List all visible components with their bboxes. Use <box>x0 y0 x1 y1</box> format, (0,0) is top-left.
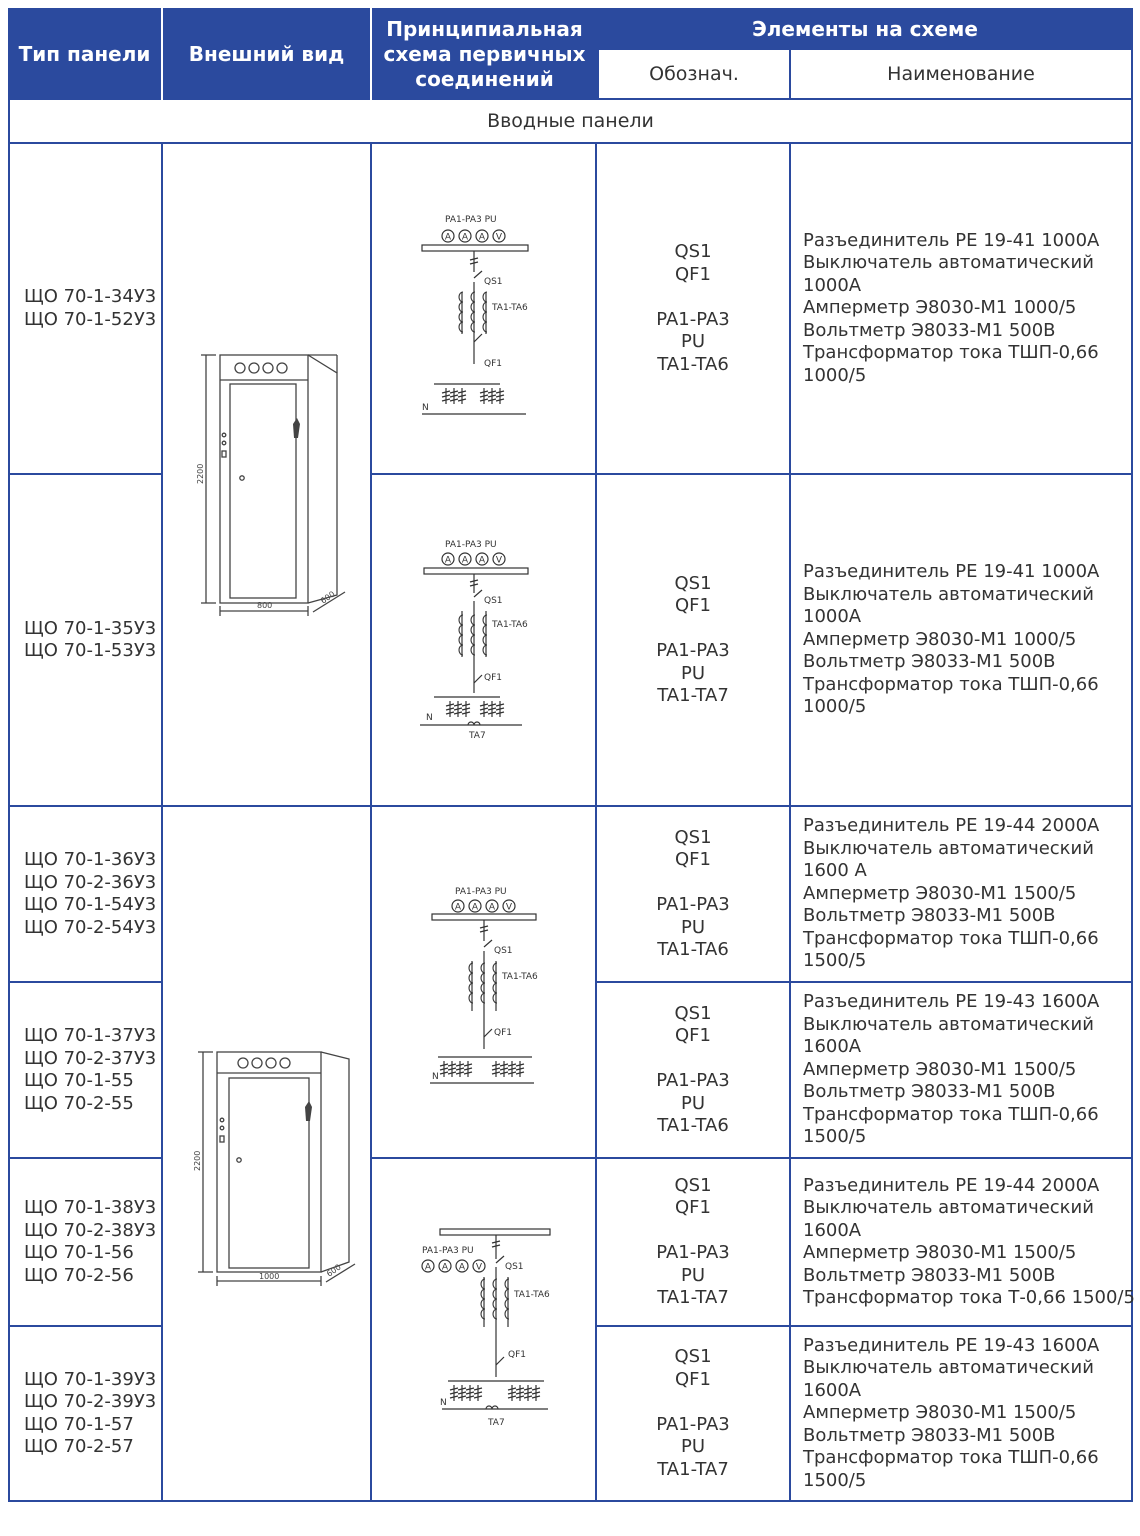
name-cell-4: Разъединитель РЕ 19-43 1600А Выключатель автоматический 1600А Амперметр Э8030-М1 1500/5 Вольтметр Э8033-М1 500В Трансформатор тока ТШП-0,66 1500/5 <box>791 983 1133 1159</box>
svg-text:TA7: TA7 <box>469 731 486 741</box>
type-cell-2: ЩО 70-1-35У3 ЩО 70-1-53У3 <box>10 475 163 807</box>
scheme-diagram-3 <box>372 807 597 1159</box>
designation-cell-4: QS1 QF1 PA1-PA3 PU TA1-TA6 <box>597 983 791 1159</box>
view-cell-1 <box>163 144 372 807</box>
cabinet-1-width: 800 <box>257 601 273 610</box>
cabinet-800-drawing <box>163 144 372 807</box>
svg-text:PA1-PA3 PU: PA1-PA3 PU <box>455 887 507 897</box>
name-cell-5: Разъединитель РЕ 19-44 2000А Выключатель автоматический 1600А Амперметр Э8030-М1 1500/5 Вольтметр Э8033-М1 500В Трансформатор тока Т-0,66 1500/5 <box>791 1159 1133 1327</box>
scheme-cell-1 <box>372 144 597 475</box>
cabinet-1-height: 2200 <box>196 463 205 484</box>
designation-cell-1: QS1 QF1 PA1-PA3 PU TA1-TA6 <box>597 144 791 475</box>
scheme-cell-4 <box>372 1159 597 1502</box>
cabinet-1-depth: 600 <box>318 589 337 606</box>
svg-text:TA1-TA6: TA1-TA6 <box>492 303 528 313</box>
header-type: Тип панели <box>8 8 163 100</box>
svg-text:PA1-PA3 PU: PA1-PA3 PU <box>422 1246 474 1256</box>
svg-text:N: N <box>432 1072 439 1082</box>
section-title: Вводные панели <box>8 100 1133 144</box>
cabinet-2-width: 1000 <box>259 1272 280 1281</box>
svg-text:TA1-TA6: TA1-TA6 <box>514 1290 550 1300</box>
cabinet-2-depth: 600 <box>324 1262 343 1279</box>
header-elements: Элементы на схеме <box>597 8 1133 50</box>
name-cell-1: Разъединитель РЕ 19-41 1000А Выключатель автоматический 1000А Амперметр Э8030-М1 1000/5 Вольтметр Э8033-М1 500В Трансформатор тока ТШП-0,66 1000/5 <box>791 144 1133 475</box>
type-cell-3: ЩО 70-1-36У3 ЩО 70-2-36У3 ЩО 70-1-54У3 ЩО 70-2-54У3 <box>10 807 163 983</box>
svg-text:QS1: QS1 <box>494 946 513 956</box>
type-cell-1: ЩО 70-1-34У3 ЩО 70-1-52У3 <box>10 144 163 475</box>
header-name: Наименование <box>791 50 1133 100</box>
svg-text:TA1-TA6: TA1-TA6 <box>502 972 538 982</box>
type-cell-5: ЩО 70-1-38У3 ЩО 70-2-38У3 ЩО 70-1-56 ЩО 70-2-56 <box>10 1159 163 1327</box>
header-scheme: Принципиальная схема первичных соединений <box>372 8 597 100</box>
cabinet-2-height: 2200 <box>193 1150 202 1171</box>
svg-text:QS1: QS1 <box>505 1262 524 1272</box>
name-cell-3: Разъединитель РЕ 19-44 2000А Выключатель автоматический 1600 А Амперметр Э8030-М1 1500/5 Вольтметр Э8033-М1 500В Трансформатор тока ТШП-0,66 1500/5 <box>791 807 1133 983</box>
cabinet-1000-drawing <box>163 807 372 1502</box>
svg-text:TA7: TA7 <box>488 1418 505 1428</box>
view-cell-2 <box>163 807 372 1502</box>
name-cell-2: Разъединитель РЕ 19-41 1000А Выключатель автоматический 1000А Амперметр Э8030-М1 1000/5 Вольтметр Э8033-М1 500В Трансформатор тока ТШП-0,66 1000/5 <box>791 475 1133 807</box>
svg-text:QF1: QF1 <box>484 359 502 369</box>
svg-text:PA1-PA3 PU: PA1-PA3 PU <box>445 540 497 550</box>
header-view: Внешний вид <box>163 8 372 100</box>
svg-text:QF1: QF1 <box>508 1350 526 1360</box>
scheme-diagram-2 <box>372 475 597 807</box>
svg-text:QF1: QF1 <box>494 1028 512 1038</box>
scheme-diagram-4 <box>372 1159 597 1502</box>
svg-text:QF1: QF1 <box>484 673 502 683</box>
type-cell-6: ЩО 70-1-39У3 ЩО 70-2-39У3 ЩО 70-1-57 ЩО 70-2-57 <box>10 1327 163 1502</box>
name-cell-6: Разъединитель РЕ 19-43 1600А Выключатель автоматический 1600А Амперметр Э8030-М1 1500/5 Вольтметр Э8033-М1 500В Трансформатор тока ТШП-0,66 1500/5 <box>791 1327 1133 1502</box>
scheme-diagram-1 <box>372 144 597 475</box>
scheme-cell-3 <box>372 807 597 1159</box>
svg-text:QS1: QS1 <box>484 277 503 287</box>
svg-text:N: N <box>422 403 429 413</box>
svg-text:N: N <box>426 713 433 723</box>
svg-text:PA1-PA3 PU: PA1-PA3 PU <box>445 215 497 225</box>
header-designation: Обознач. <box>599 50 791 100</box>
designation-cell-3: QS1 QF1 PA1-PA3 PU TA1-TA6 <box>597 807 791 983</box>
svg-text:QS1: QS1 <box>484 596 503 606</box>
designation-cell-6: QS1 QF1 PA1-PA3 PU TA1-TA7 <box>597 1327 791 1502</box>
svg-text:TA1-TA6: TA1-TA6 <box>492 620 528 630</box>
svg-text:N: N <box>440 1398 447 1408</box>
designation-cell-5: QS1 QF1 PA1-PA3 PU TA1-TA7 <box>597 1159 791 1327</box>
type-cell-4: ЩО 70-1-37У3 ЩО 70-2-37У3 ЩО 70-1-55 ЩО 70-2-55 <box>10 983 163 1159</box>
designation-cell-2: QS1 QF1 PA1-PA3 PU TA1-TA7 <box>597 475 791 807</box>
scheme-cell-2 <box>372 475 597 807</box>
